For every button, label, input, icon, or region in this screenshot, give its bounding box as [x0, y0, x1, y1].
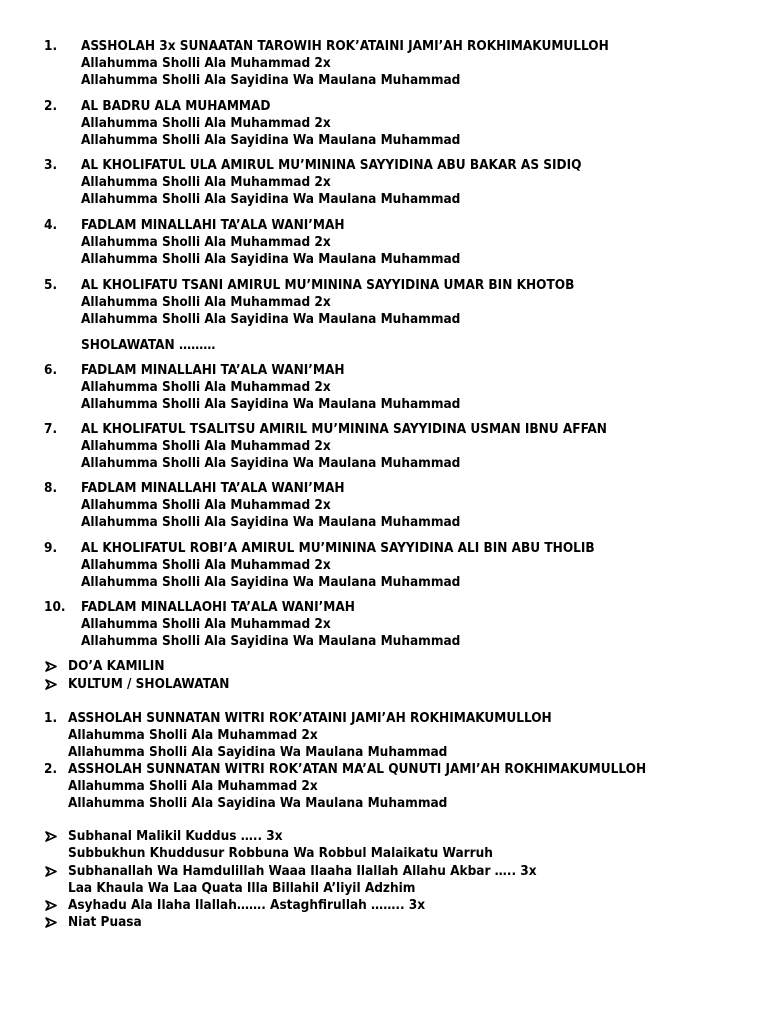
item-line: Allahumma Sholli Ala Muhammad 2x [81, 55, 331, 71]
item-number: 2. [44, 761, 58, 777]
item-line: Allahumma Sholli Ala Sayidina Wa Maulana Muhammad [81, 72, 461, 88]
bullet-text: Niat Puasa [68, 914, 142, 930]
item-line: Allahumma Sholli Ala Sayidina Wa Maulana Muhammad [81, 132, 461, 148]
bullet-text: Laa Khaula Wa Laa Quata Illa Billahil A’liyil Adzhim [68, 880, 416, 896]
bullet-text: Subhanal Malikil Kuddus ….. 3x [68, 828, 283, 844]
item-line: Allahumma Sholli Ala Muhammad 2x [81, 234, 331, 250]
item-title: FADLAM MINALLAHI TA’ALA WANI’MAH [81, 217, 345, 233]
item-line: Allahumma Sholli Ala Muhammad 2x [81, 115, 331, 131]
item-title: AL KHOLIFATUL ROBI’A AMIRUL MU’MININA SAYYIDINA ALI BIN ABU THOLIB [81, 540, 595, 556]
item-number: 2. [44, 98, 58, 114]
arrow-bullet-icon [45, 676, 59, 693]
bullet-text: Asyhadu Ala Ilaha Ilallah……. Astaghfirullah …….. 3x [68, 897, 426, 913]
item-line: Allahumma Sholli Ala Muhammad 2x [81, 174, 331, 190]
item-number: 10. [44, 599, 66, 615]
item-line: Allahumma Sholli Ala Sayidina Wa Maulana Muhammad [81, 514, 461, 530]
bullet-text: Subhanallah Wa Hamdulillah Waaa Ilaaha Ilallah Allahu Akbar ….. 3x [68, 863, 537, 879]
item-title: AL KHOLIFATUL ULA AMIRUL MU’MININA SAYYIDINA ABU BAKAR AS SIDIQ [81, 157, 582, 173]
item-title: AL KHOLIFATU TSANI AMIRUL MU’MININA SAYYIDINA UMAR BIN KHOTOB [81, 277, 575, 293]
bullet-item [45, 914, 755, 931]
item-line: Allahumma Sholli Ala Muhammad 2x [81, 438, 331, 454]
item-line: Allahumma Sholli Ala Sayidina Wa Maulana Muhammad [81, 455, 461, 471]
list-item [44, 38, 754, 89]
bullet-item [45, 863, 755, 897]
item-title: AL KHOLIFATUL TSALITSU AMIRIL MU’MININA SAYYIDINA USMAN IBNU AFFAN [81, 421, 607, 437]
item-line: Allahumma Sholli Ala Muhammad 2x [81, 557, 331, 573]
sholawatan-note: SHOLAWATAN ……… [81, 337, 216, 353]
item-number: 9. [44, 540, 58, 556]
item-line: Allahumma Sholli Ala Sayidina Wa Maulana Muhammad [81, 251, 461, 267]
item-title: FADLAM MINALLAOHI TA’ALA WANI’MAH [81, 599, 355, 615]
item-number: 6. [44, 362, 58, 378]
arrow-bullet-icon [45, 658, 59, 675]
item-line: Allahumma Sholli Ala Sayidina Wa Maulana Muhammad [81, 633, 461, 649]
list-item [44, 421, 754, 472]
bullet-item [45, 828, 755, 862]
item-line: Allahumma Sholli Ala Muhammad 2x [81, 379, 331, 395]
arrow-bullet-icon [45, 863, 59, 880]
bullet-item [45, 676, 755, 693]
item-number: 3. [44, 157, 58, 173]
list-item [44, 710, 754, 761]
item-number: 7. [44, 421, 58, 437]
item-number: 4. [44, 217, 58, 233]
bullet-text: DO’A KAMILIN [68, 658, 165, 674]
item-line: Allahumma Sholli Ala Sayidina Wa Maulana Muhammad [68, 795, 448, 811]
item-number: 1. [44, 38, 58, 54]
item-line: Allahumma Sholli Ala Sayidina Wa Maulana Muhammad [81, 311, 461, 327]
item-line: Allahumma Sholli Ala Muhammad 2x [81, 616, 331, 632]
item-title: FADLAM MINALLAHI TA’ALA WANI’MAH [81, 362, 345, 378]
arrow-bullet-icon [45, 914, 59, 931]
item-number: 5. [44, 277, 58, 293]
list-item [44, 599, 754, 650]
list-item [44, 540, 754, 591]
list-item [44, 98, 754, 149]
item-line: Allahumma Sholli Ala Muhammad 2x [68, 778, 318, 794]
item-title: ASSHOLAH SUNNATAN WITRI ROK’ATAINI JAMI’AH ROKHIMAKUMULLOH [68, 710, 552, 726]
list-item [44, 480, 754, 531]
bullet-item [45, 897, 755, 914]
item-title: ASSHOLAH SUNNATAN WITRI ROK’ATAN MA’AL QUNUTI JAMI’AH ROKHIMAKUMULLOH [68, 761, 647, 777]
item-line: Allahumma Sholli Ala Sayidina Wa Maulana Muhammad [68, 744, 448, 760]
arrow-bullet-icon [45, 828, 59, 845]
item-line: Allahumma Sholli Ala Sayidina Wa Maulana Muhammad [81, 191, 461, 207]
item-line: Allahumma Sholli Ala Sayidina Wa Maulana Muhammad [81, 396, 461, 412]
item-number: 8. [44, 480, 58, 496]
bullet-item [45, 658, 755, 675]
list-item [44, 157, 754, 208]
list-item [44, 362, 754, 413]
item-number: 1. [44, 710, 58, 726]
list-item [44, 277, 754, 328]
item-line: Allahumma Sholli Ala Muhammad 2x [68, 727, 318, 743]
list-item [44, 217, 754, 268]
arrow-bullet-icon [45, 897, 59, 914]
item-line: Allahumma Sholli Ala Sayidina Wa Maulana Muhammad [81, 574, 461, 590]
list-item [44, 761, 754, 812]
item-line: Allahumma Sholli Ala Muhammad 2x [81, 294, 331, 310]
item-line: Allahumma Sholli Ala Muhammad 2x [81, 497, 331, 513]
bullet-text: KULTUM / SHOLAWATAN [68, 676, 230, 692]
item-title: AL BADRU ALA MUHAMMAD [81, 98, 271, 114]
item-title: ASSHOLAH 3x SUNAATAN TAROWIH ROK’ATAINI JAMI’AH ROKHIMAKUMULLOH [81, 38, 609, 54]
bullet-text: Subbukhun Khuddusur Robbuna Wa Robbul Malaikatu Warruh [68, 845, 493, 861]
item-title: FADLAM MINALLAHI TA’ALA WANI’MAH [81, 480, 345, 496]
